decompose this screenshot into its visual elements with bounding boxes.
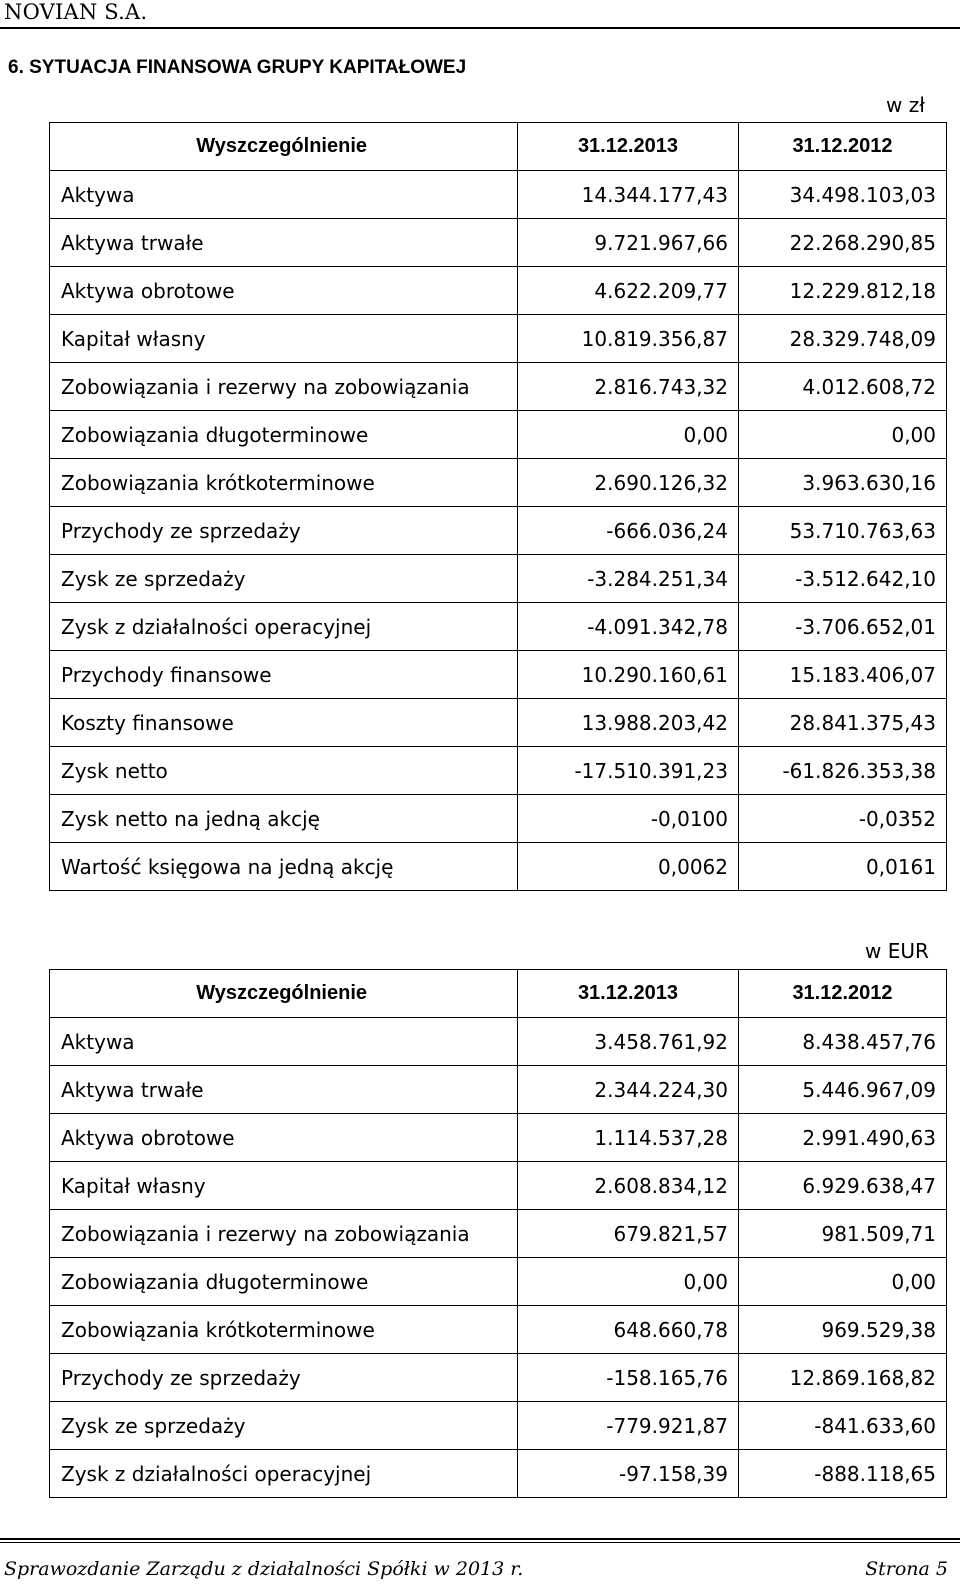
value-2012: 0,00 (739, 1258, 947, 1306)
value-2012: 12.869.168,82 (739, 1354, 947, 1402)
column-header-name: Wyszczególnienie (50, 123, 518, 171)
value-2012: 5.446.967,09 (739, 1066, 947, 1114)
column-header-name: Wyszczególnienie (50, 970, 518, 1018)
value-2012: 8.438.457,76 (739, 1018, 947, 1066)
table-row (50, 1306, 947, 1354)
table-row (50, 1066, 947, 1114)
column-header-2012: 31.12.2012 (739, 123, 947, 171)
value-2013: 0,0062 (518, 843, 739, 891)
value-2012: -3.512.642,10 (739, 555, 947, 603)
value-2012: -61.826.353,38 (739, 747, 947, 795)
footer-divider-thin (0, 1542, 960, 1543)
value-2013: -779.921,87 (518, 1402, 739, 1450)
table-row (50, 1354, 947, 1402)
company-name: NOVIAN S.A. (4, 0, 148, 24)
table-row (50, 1018, 947, 1066)
value-2013: 10.290.160,61 (518, 651, 739, 699)
footer-report-title: Sprawozdanie Zarządu z działalności Spółki w 2013 r. (4, 1558, 524, 1580)
row-label: Przychody finansowe (50, 651, 518, 699)
value-2012: 53.710.763,63 (739, 507, 947, 555)
table-row (50, 1162, 947, 1210)
value-2013: -4.091.342,78 (518, 603, 739, 651)
row-label: Aktywa obrotowe (50, 267, 518, 315)
footer-page-number: Strona 5 (865, 1558, 948, 1580)
section-title: 6. SYTUACJA FINANSOWA GRUPY KAPITAŁOWEJ (8, 57, 467, 78)
row-label: Kapitał własny (50, 1162, 518, 1210)
value-2012: 0,00 (739, 411, 947, 459)
financial-table-eur (49, 969, 947, 1498)
value-2012: -841.633,60 (739, 1402, 947, 1450)
row-label: Zysk netto na jedną akcję (50, 795, 518, 843)
table-header-row (50, 123, 947, 171)
value-2013: -3.284.251,34 (518, 555, 739, 603)
value-2013: 13.988.203,42 (518, 699, 739, 747)
value-2013: 679.821,57 (518, 1210, 739, 1258)
value-2013: 2.816.743,32 (518, 363, 739, 411)
value-2013: -158.165,76 (518, 1354, 739, 1402)
row-label: Aktywa obrotowe (50, 1114, 518, 1162)
table-row (50, 1210, 947, 1258)
table-row (50, 843, 947, 891)
value-2013: 648.660,78 (518, 1306, 739, 1354)
table-row (50, 603, 947, 651)
table-row (50, 315, 947, 363)
value-2013: -0,0100 (518, 795, 739, 843)
value-2013: 0,00 (518, 1258, 739, 1306)
value-2013: 0,00 (518, 411, 739, 459)
table-row (50, 411, 947, 459)
financial-table-pln (49, 122, 947, 891)
value-2012: 2.991.490,63 (739, 1114, 947, 1162)
row-label: Kapitał własny (50, 315, 518, 363)
value-2012: -888.118,65 (739, 1450, 947, 1498)
value-2012: 12.229.812,18 (739, 267, 947, 315)
value-2012: 4.012.608,72 (739, 363, 947, 411)
value-2013: 10.819.356,87 (518, 315, 739, 363)
value-2013: 2.690.126,32 (518, 459, 739, 507)
row-label: Wartość księgowa na jedną akcję (50, 843, 518, 891)
row-label: Zobowiązania długoterminowe (50, 411, 518, 459)
value-2012: 6.929.638,47 (739, 1162, 947, 1210)
table-row (50, 219, 947, 267)
value-2012: 28.329.748,09 (739, 315, 947, 363)
value-2012: 28.841.375,43 (739, 699, 947, 747)
row-label: Zobowiązania krótkoterminowe (50, 1306, 518, 1354)
row-label: Przychody ze sprzedaży (50, 507, 518, 555)
table-row (50, 267, 947, 315)
value-2013: -17.510.391,23 (518, 747, 739, 795)
table-row (50, 1402, 947, 1450)
row-label: Aktywa (50, 1018, 518, 1066)
table-row (50, 1258, 947, 1306)
row-label: Koszty finansowe (50, 699, 518, 747)
column-header-2012: 31.12.2012 (739, 970, 947, 1018)
value-2013: 2.608.834,12 (518, 1162, 739, 1210)
table-row (50, 555, 947, 603)
table-header-row (50, 970, 947, 1018)
unit-label-eur: w EUR (865, 939, 929, 963)
table-row (50, 507, 947, 555)
row-label: Zobowiązania długoterminowe (50, 1258, 518, 1306)
footer-divider (0, 1538, 960, 1540)
row-label: Zobowiązania i rezerwy na zobowiązania (50, 1210, 518, 1258)
value-2013: 9.721.967,66 (518, 219, 739, 267)
table-row (50, 795, 947, 843)
row-label: Zysk ze sprzedaży (50, 555, 518, 603)
value-2013: -97.158,39 (518, 1450, 739, 1498)
value-2012: -3.706.652,01 (739, 603, 947, 651)
row-label: Zysk z działalności operacyjnej (50, 603, 518, 651)
value-2012: 981.509,71 (739, 1210, 947, 1258)
column-header-2013: 31.12.2013 (518, 123, 739, 171)
value-2012: 0,0161 (739, 843, 947, 891)
value-2012: 34.498.103,03 (739, 171, 947, 219)
row-label: Aktywa trwałe (50, 219, 518, 267)
row-label: Zysk z działalności operacyjnej (50, 1450, 518, 1498)
unit-label-pln: w zł (886, 93, 925, 117)
table-row (50, 459, 947, 507)
row-label: Aktywa trwałe (50, 1066, 518, 1114)
table-row (50, 1450, 947, 1498)
value-2013: 4.622.209,77 (518, 267, 739, 315)
row-label: Przychody ze sprzedaży (50, 1354, 518, 1402)
table-row (50, 699, 947, 747)
row-label: Aktywa (50, 171, 518, 219)
value-2012: -0,0352 (739, 795, 947, 843)
value-2012: 3.963.630,16 (739, 459, 947, 507)
row-label: Zysk ze sprzedaży (50, 1402, 518, 1450)
value-2013: 3.458.761,92 (518, 1018, 739, 1066)
value-2012: 22.268.290,85 (739, 219, 947, 267)
value-2012: 15.183.406,07 (739, 651, 947, 699)
row-label: Zobowiązania i rezerwy na zobowiązania (50, 363, 518, 411)
value-2013: 1.114.537,28 (518, 1114, 739, 1162)
value-2013: -666.036,24 (518, 507, 739, 555)
value-2012: 969.529,38 (739, 1306, 947, 1354)
header-divider (0, 27, 960, 29)
table-row (50, 747, 947, 795)
row-label: Zobowiązania krótkoterminowe (50, 459, 518, 507)
value-2013: 14.344.177,43 (518, 171, 739, 219)
table-row (50, 651, 947, 699)
table-row (50, 363, 947, 411)
table-row (50, 171, 947, 219)
column-header-2013: 31.12.2013 (518, 970, 739, 1018)
value-2013: 2.344.224,30 (518, 1066, 739, 1114)
table-row (50, 1114, 947, 1162)
row-label: Zysk netto (50, 747, 518, 795)
